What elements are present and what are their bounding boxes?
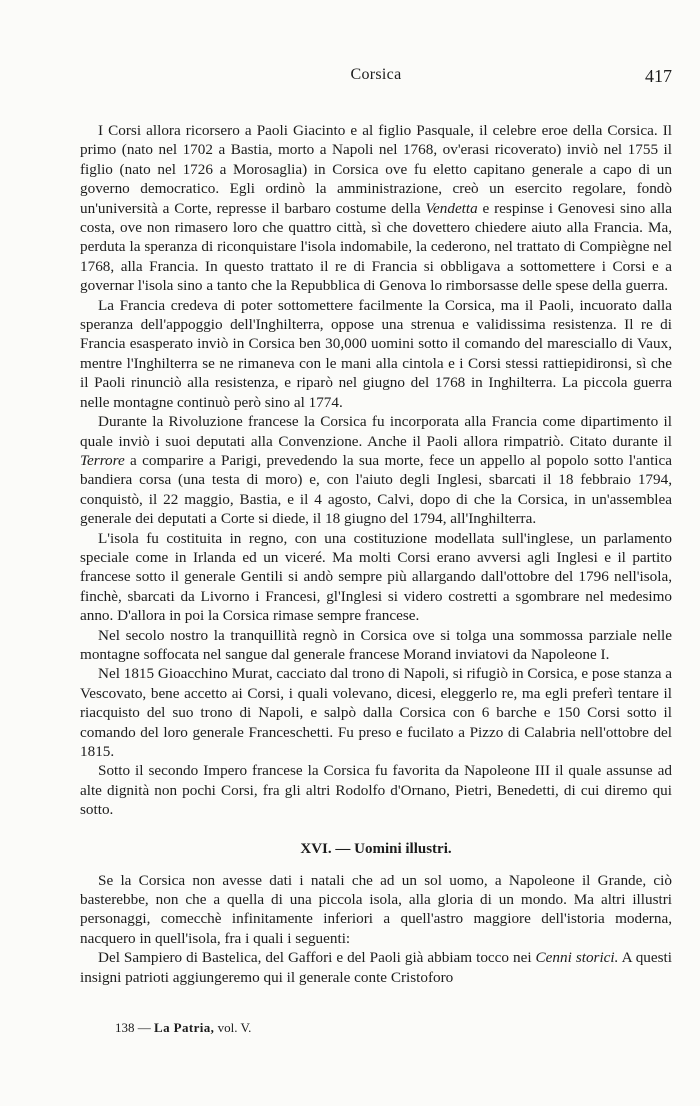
- emphasized-term: Vendetta: [425, 199, 478, 217]
- paragraph-kingdom: [80, 529, 672, 626]
- paragraph-text: Nel secolo nostro la tranquillità regnò in Corsica ove si tolga una sommossa parziale nelle montagne soffocata nel sangue dal generale francese Morand inviatovi da Napoleone I.: [80, 626, 672, 663]
- paragraph-french-war: [80, 296, 672, 412]
- page-footer: [115, 1020, 251, 1036]
- section-number: XVI. —: [300, 840, 351, 857]
- paragraph-text: e respinse i Genovesi sino alla costa, ove non rimasero loro che quattro città, sì che dovettero chiedere aiuto alla Francia. Ma, perduta la speranza di riconquistare l'isola indomabile, la cederono, nel trattato di Compiègne nel 1768, alla Francia. In questo trattato il re di Francia si obbligava a sottomettere i Corsi e a governar l'isola sino a tanto che la Repubblica di Genova lo rimborsasse delle spese della guerra.: [80, 199, 673, 295]
- page-number: 417: [645, 66, 672, 86]
- section-heading: [80, 840, 672, 859]
- paragraph-text: La Francia credeva di poter sottomettere facilmente la Corsica, ma il Paoli, incuorato dalla speranza dell'appoggio dell'Inghilterra, oppose una strenua e validissima resistenza. Il re di Francia esasperato inviò in Corsica ben 30,000 uomini sotto il comando del maresciallo di Vaux, mentre l'Inghilterra se ne rimaneva con le mani alla cintola e i Corsi stessi rattiepidironsi, sì che il Paoli rinunciò alla resistenza, e riparò nel giugno del 1768 in Inghilterra. La piccola guerra nelle montagne continuò però sino al 1774.: [80, 296, 672, 411]
- paragraph-second-empire: [80, 761, 672, 819]
- paragraph-murat: [80, 664, 672, 761]
- paragraph-illustrious-intro: [80, 871, 672, 949]
- paragraph-text: I Corsi allora ricorsero a Paoli Giacinto e al figlio Pasquale, il celebre eroe della Corsica. Il primo (nato nel 1702 a Bastia, morto a Napoli nel 1768, ov'erasi ricoverato) inviò nel 1755 il figlio (nato nel 1726 a Morosaglia) in Corsica ove fu eletto capitano generale a capo di un governo democratico. Egli ordinò la amministrazione, creò un esercito regolare, fondò un'università a Corte, represse il barbaro costume della: [80, 122, 672, 217]
- paragraph-text: a comparire a Parigi, prevedendo la sua morte, fece un appello al popolo sotto l'antica bandiera corsa (una testa di moro) e, con l'aiuto degli Inglesi, sbarcati il 18 febbraio 1794, conquistò, il 22 maggio, Bastia, e il 4 agosto, Calvi, dopo di che la Corsica, in un'assemblea generale dei deputati a Corte si diede, il 18 giugno del 1794, all'Inghilterra.: [80, 451, 672, 528]
- paragraph-text: A questi insigni patrioti aggiungeremo qui il generale conte Cristoforo: [80, 949, 672, 986]
- paragraph-text: Se la Corsica non avesse dati i natali che ad un sol uomo, a Napoleone il Grande, ciò basterebbe, non che a quella di una piccola isola, alla gloria di un mondo. Ma altri illustri personaggi, comecchè infinitamente inferiori a quell'astro maggiore dell'istoria moderna, nacquero in quell'isola, fra i quali i seguenti:: [80, 871, 672, 947]
- footer-publication: La Patria,: [154, 1020, 215, 1035]
- paragraph-revolution: [80, 412, 672, 528]
- footer-signature: 138 —: [115, 1020, 151, 1035]
- emphasized-term: Cenni storici.: [535, 949, 619, 967]
- emphasized-term: Terrore: [80, 451, 125, 469]
- body-text: [80, 121, 672, 987]
- running-title: Corsica: [350, 66, 402, 83]
- running-head: [80, 66, 672, 88]
- section-title: Uomini illustri.: [354, 840, 452, 857]
- paragraph-text: Sotto il secondo Impero francese la Corsica fu favorita da Napoleone III il quale assunse ad alte dignità non pochi Corsi, fra gli altri Rodolfo d'Ornano, Pietri, Benedetti, di cui diremo qui sotto.: [80, 762, 672, 819]
- footer-volume: vol. V.: [217, 1020, 252, 1035]
- paragraph-text: Durante la Rivoluzione francese la Corsica fu incorporata alla Francia come dipartimento il quale inviò i suoi deputati alla Convenzione. Anche il Paoli allora rimpatriò. Citato durante il: [80, 413, 672, 450]
- paragraph-patriots: [80, 948, 672, 987]
- paragraph-text: Del Sampiero di Bastelica, del Gaffori e del Paoli già abbiam tocco nei: [98, 949, 536, 967]
- paragraph-paoli: [80, 121, 672, 296]
- paragraph-tranquillity: [80, 626, 672, 665]
- paragraph-text: L'isola fu costituita in regno, con una costituzione modellata sull'inglese, un parlamento speciale come in Irlanda ed un viceré. Ma molti Corsi erano avversi agli Inglesi e il partito francese sotto il generale Gentili si andò sempre più allargando dall'ottobre del 1796 nell'isola, finchè, sbarcati da Livorno i Francesi, gl'Inglesi si videro costretti a sgombrare nel medesimo anno. D'allora in poi la Corsica rimase sempre francese.: [80, 529, 672, 625]
- paragraph-text: Nel 1815 Gioacchino Murat, cacciato dal trono di Napoli, si rifugiò in Corsica, e pose stanza a Vescovato, bene accetto ai Corsi, i quali volevano, dicesi, eleggerlo re, ma egli preferì tentare il riacquisto del suo trono di Napoli, e salpò dalla Corsica con 6 barche e 150 Corsi sotto il comando del loro generale Franceschetti. Fu preso e fucilato a Pizzo di Calabria nell'ottobre del 1815.: [80, 665, 673, 760]
